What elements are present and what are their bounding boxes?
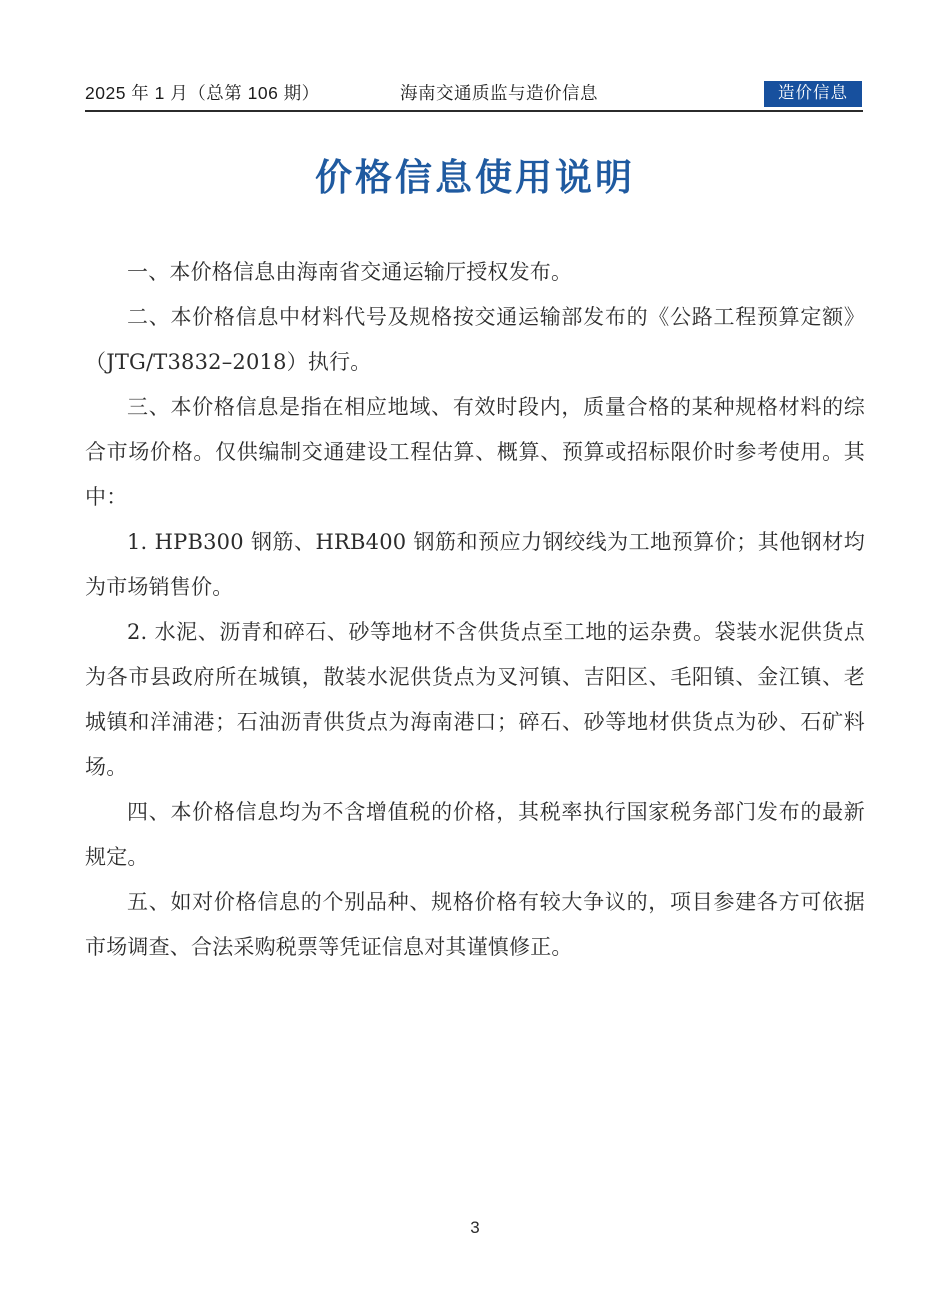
header-section-badge: 造价信息 — [764, 81, 862, 107]
paragraph: 三、本价格信息是指在相应地域、有效时段内，质量合格的某种规格材料的综合市场价格。仅供编制交通建设工程估算、概算、预算或招标限价时参考使用。其中： — [85, 395, 865, 509]
paragraph: 四、本价格信息均为不含增值税的价格，其税率执行国家税务部门发布的最新规定。 — [85, 800, 865, 869]
paragraph: 五、如对价格信息的个别品种、规格价格有较大争议的，项目参建各方可依据市场调查、合法采购税票等凭证信息对其谨慎修正。 — [85, 890, 865, 959]
header-publication-name: 海南交通质监与造价信息 — [400, 83, 598, 103]
paragraph: 二、本价格信息中材料代号及规格按交通运输部发布的《公路工程预算定额》（JTG/T3832–2018）执行。 — [85, 305, 865, 374]
paragraph: 2. 水泥、沥青和碎石、砂等地材不含供货点至工地的运杂费。袋装水泥供货点为各市县政府所在城镇，散装水泥供货点为叉河镇、吉阳区、毛阳镇、金江镇、老城镇和洋浦港；石油沥青供货点为海南港口；碎石、砂等地材供货点为砂、石矿料场。 — [85, 620, 865, 779]
paragraph: 一、本价格信息由海南省交通运输厅授权发布。 — [127, 260, 573, 284]
running-header — [85, 78, 863, 112]
header-issue-line: 2025 年 1 月（总第 106 期） — [85, 83, 320, 103]
page-title: 价格信息使用说明 — [315, 155, 635, 199]
paragraph: 1. HPB300 钢筋、HRB400 钢筋和预应力钢绞线为工地预算价；其他钢材均为市场销售价。 — [85, 530, 865, 599]
header-divider-rule — [85, 110, 863, 112]
page-number: 3 — [470, 1218, 480, 1237]
body-content — [85, 250, 865, 970]
